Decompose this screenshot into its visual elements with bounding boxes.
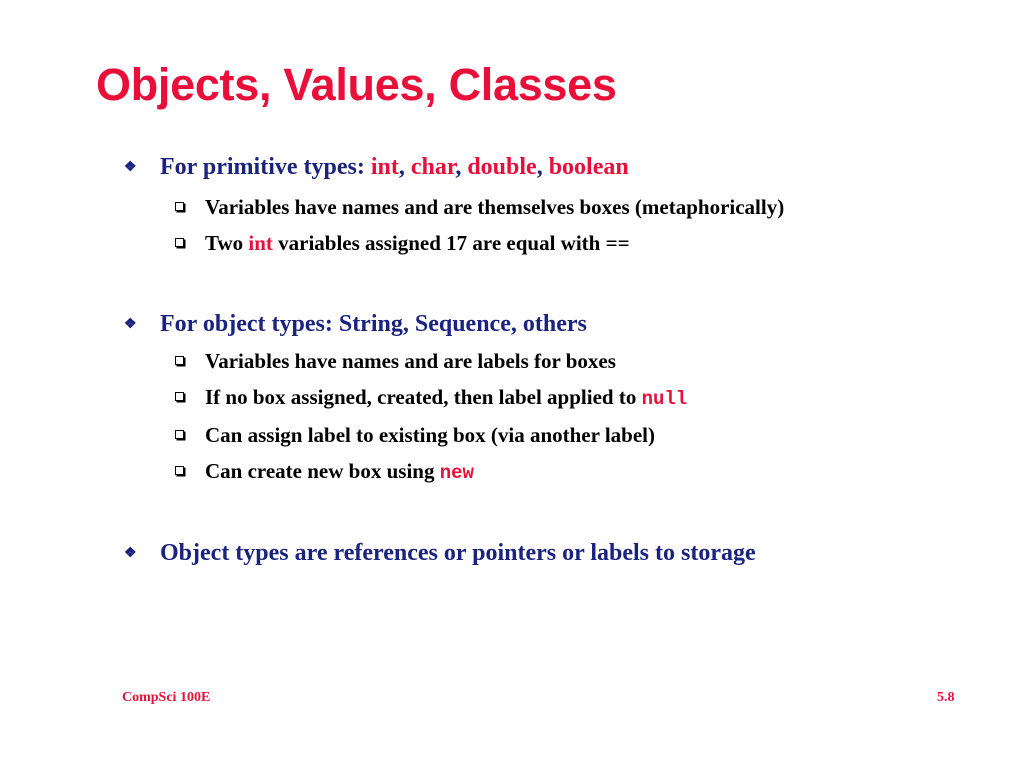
keyword-double: double: [467, 154, 537, 180]
text-segment: If no box assigned, created, then label applied to: [205, 385, 642, 409]
keyword-int: int: [248, 231, 273, 255]
separator: ,: [398, 154, 411, 180]
code-new: new: [439, 462, 474, 484]
slide-title: Objects, Values, Classes: [96, 59, 617, 110]
square-bullet-icon: [175, 356, 184, 365]
keyword-char: char: [410, 154, 456, 180]
sub-bullet-text: Can assign label to existing box (via another label): [205, 423, 655, 447]
square-bullet-icon: [175, 466, 184, 475]
bullet-text: For object types: String, Sequence, others: [160, 311, 587, 337]
square-bullet-icon: [175, 238, 184, 247]
square-bullet-icon: [175, 392, 184, 401]
separator: ,: [536, 154, 549, 180]
bullet-prefix: For primitive types:: [160, 154, 371, 180]
sub-bullet-text: Variables have names and are themselves boxes (metaphorically): [205, 195, 785, 219]
text-segment: variables assigned 17 are equal with ==: [272, 231, 630, 255]
sub-bullet-text: Variables have names and are labels for boxes: [205, 349, 616, 373]
keyword-int: int: [370, 154, 399, 180]
sub-bullet-text: [205, 233, 630, 254]
sub-bullet-text: [205, 387, 687, 409]
code-null: null: [641, 388, 688, 410]
separator: ,: [455, 154, 468, 180]
square-bullet-icon: [175, 202, 184, 211]
footer-course: CompSci 100E: [122, 690, 211, 705]
square-bullet-icon: [175, 430, 184, 439]
diamond-bullet-icon: ❖: [124, 317, 137, 332]
text-segment: Two: [205, 231, 249, 255]
diamond-bullet-icon: ❖: [124, 546, 137, 561]
footer-page-number: 5.8: [937, 690, 955, 705]
diamond-bullet-icon: ❖: [124, 160, 137, 175]
bullet-text: Object types are references or pointers or labels to storage: [160, 540, 756, 566]
text-segment: Can create new box using: [205, 459, 440, 483]
sub-bullet-text: [205, 461, 474, 483]
bullet-text: [160, 155, 629, 179]
keyword-boolean: boolean: [548, 154, 629, 180]
